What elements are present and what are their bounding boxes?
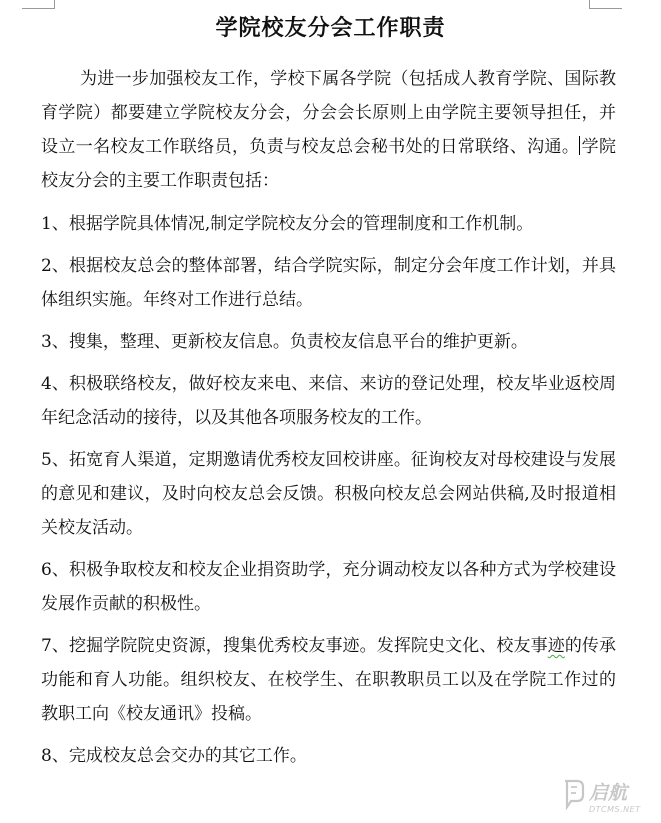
duty-item-5: 5、拓宽育人渠道，定期邀请优秀校友回校讲座。征询校友对母校建设与发展的意见和建议，及时向校友总会反馈。积极向校友总会网站供稿,及时报道相关校友活动。 [41, 450, 616, 538]
intro-text-part1: 为进一步加强校友工作，学校下属各学院（包括成人教育学院、国际教育学院）都要建立学院校友分会，分会会长原则上由学院主要领导担任，并设立一名校友工作联络员，负责与校友总会秘书处的日常联络、沟通。 [41, 69, 616, 157]
crop-mark-top-left [22, 0, 55, 9]
intro-paragraph [41, 62, 616, 198]
site-watermark [559, 773, 651, 817]
duty-item-4: 4、积极联络校友，做好校友来电、来信、来访的登记处理，校友毕业返校周年纪念活动的接待，以及其他各项服务校友的工作。 [41, 374, 616, 428]
intro-text-part2: 学院校友分会的主要工作职责包括： [41, 137, 617, 191]
duty-item-7-text-start: 7、挖掘学院院史资源，搜集优秀校友事迹。发挥院史文化、校友事 [41, 636, 548, 656]
watermark-logo-text: 启航 [589, 782, 628, 804]
duty-item-3: 3、搜集，整理、更新校友信息。负责校友信息平台的维护更新。 [41, 332, 528, 352]
watermark-site-text: DTCMS.NET [589, 805, 641, 814]
duty-item-7 [41, 629, 616, 731]
duty-item-2: 2、根据校友总会的整体部署，结合学院实际，制定分会年度工作计划，并具体组织实施。年终对工作进行总结。 [41, 256, 616, 310]
duty-item-7-text-end: 的传承功能和育人功能。组织校友、在校学生、在职教职员工以及在学院工作过的教职工向《校友通讯》投稿。 [41, 636, 617, 724]
spellcheck-marked-word[interactable]: 迹 [547, 636, 565, 656]
watermark-logo-icon [565, 781, 583, 807]
duty-item-8: 8、完成校友总会交办的其它工作。 [41, 746, 307, 766]
document-body[interactable] [41, 62, 616, 781]
document-title: 学院校友分会工作职责 [215, 15, 446, 41]
crop-mark-top-right [589, 0, 622, 9]
duty-item-1: 1、根据学院具体情况,制定学院校友分会的管理制度和工作机制。 [41, 214, 534, 234]
duty-item-6: 6、积极争取校友和校友企业捐资助学，充分调动校友以各种方式为学校建设发展作贡献的积极性。 [41, 560, 616, 614]
